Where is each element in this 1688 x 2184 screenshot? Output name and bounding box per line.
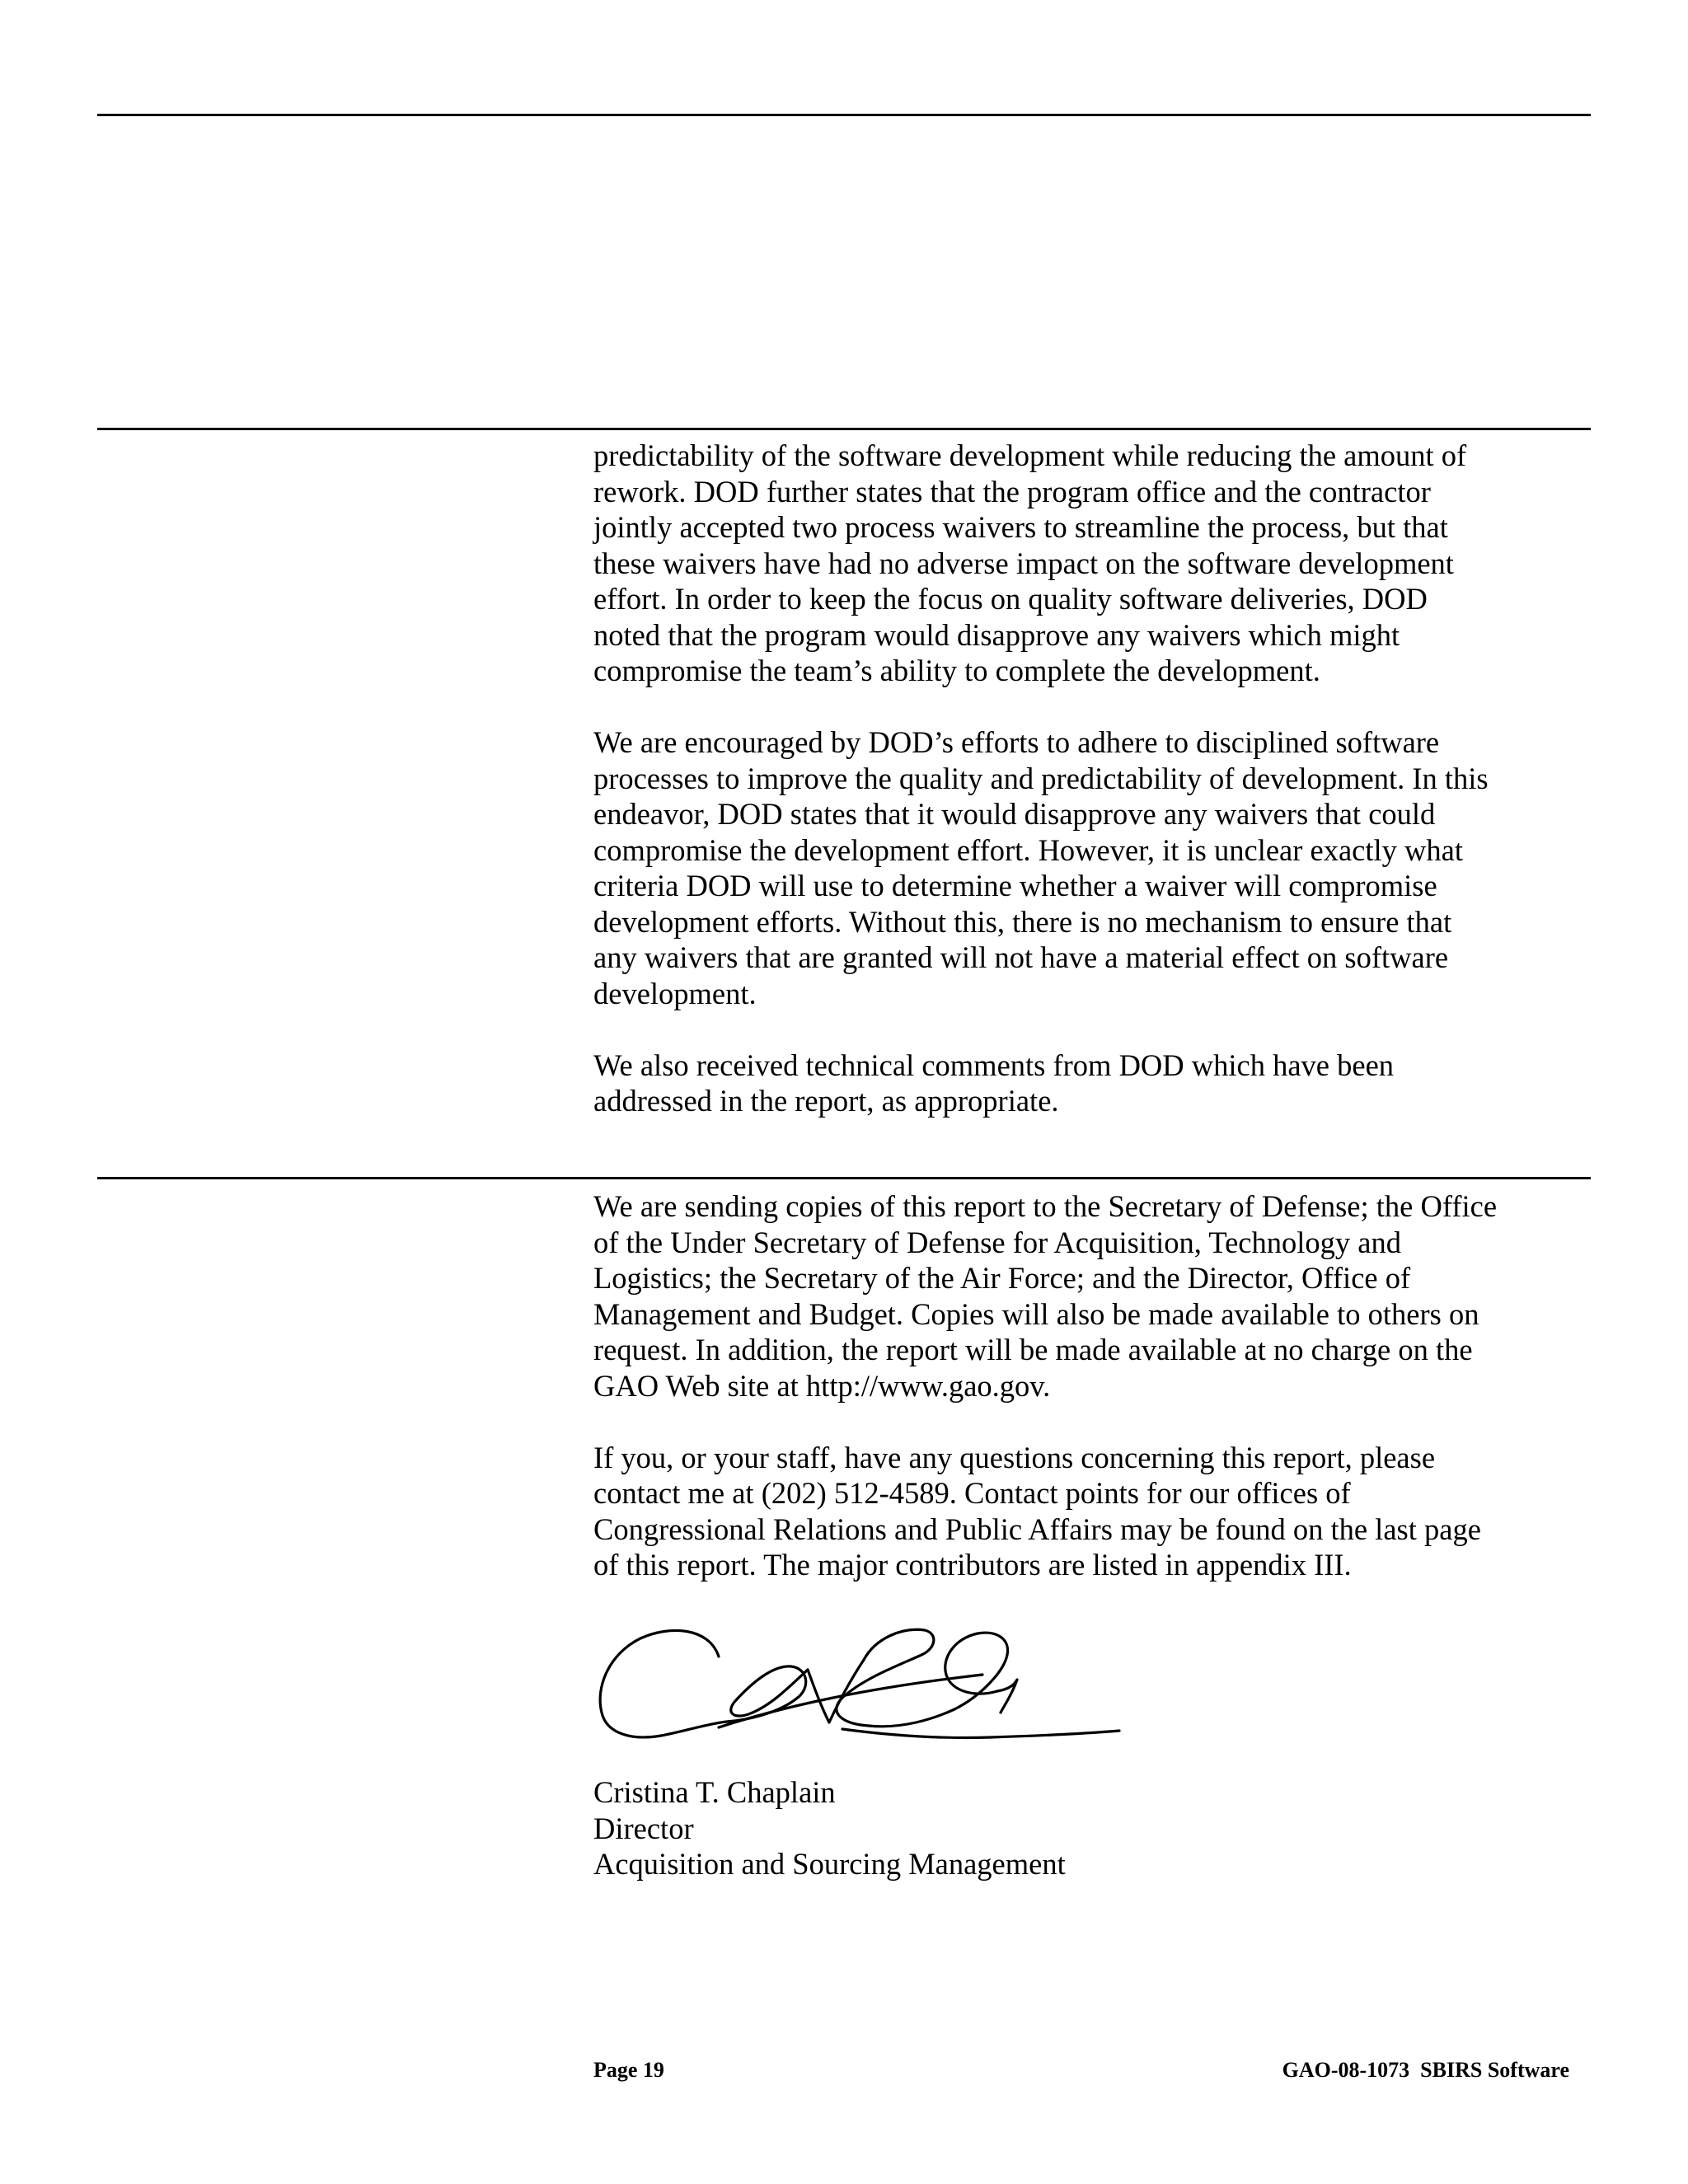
page-number: Page 19 [593,2058,664,2082]
signature-block [593,1774,1066,1882]
text-line: of this report. The major contributors are listed in appendix III. [593,1548,1352,1582]
text-line: development. [593,976,757,1010]
text-line: compromise the development effort. However, it is unclear exactly what [593,832,1463,867]
text-line: jointly accepted two process waivers to streamline the process, but that [593,510,1448,544]
text-line: noted that the program would disapprove any waivers which might [593,617,1400,652]
section-divider-rule [97,428,1591,430]
text-line: Logistics; the Secretary of the Air Force; and the Director, Office of [593,1261,1411,1295]
text-line: GAO Web site at http://www.gao.gov. [593,1368,1051,1403]
signer-title: Director [593,1811,694,1845]
handwritten-signature [595,1620,1123,1760]
text-line: rework. DOD further states that the program office and the contractor [593,474,1431,509]
signer-name: Cristina T. Chaplain [593,1775,836,1809]
text-line: processes to improve the quality and predictability of development. In this [593,761,1489,795]
text-line: these waivers have had no adverse impact on the software development [593,546,1454,580]
text-line: predictability of the software development while reducing the amount of [593,438,1467,472]
text-line: development efforts. Without this, there is no mechanism to ensure that [593,904,1452,939]
text-line: We are encouraged by DOD’s efforts to adhere to disciplined software [593,725,1440,759]
text-line: effort. In order to keep the focus on quality software deliveries, DOD [593,582,1428,616]
agency-comments-section [593,438,1595,1119]
text-line: Congressional Relations and Public Affairs may be found on the last page [593,1511,1481,1546]
text-line: endeavor, DOD states that it would disapprove any waivers that could [593,797,1436,831]
report-identifier: GAO-08-1073 SBIRS Software [1282,2058,1569,2082]
signer-office: Acquisition and Sourcing Management [593,1847,1066,1881]
paragraph [593,438,1595,689]
text-line: contact me at (202) 512-4589. Contact points for our offices of [593,1476,1351,1510]
text-line: of the Under Secretary of Defense for Acquisition, Technology and [593,1225,1401,1259]
text-line: compromise the team’s ability to complete the development. [593,654,1320,687]
section-divider-rule [97,1177,1591,1179]
closing-section [593,1188,1595,1583]
paragraph [593,1188,1595,1404]
text-line: criteria DOD will use to determine whether a waiver will compromise [593,869,1437,902]
paragraph [593,724,1595,1011]
text-line: addressed in the report, as appropriate. [593,1084,1059,1118]
text-line: any waivers that are granted will not have a material effect on software [593,940,1449,974]
text-line: We also received technical comments from DOD which have been [593,1047,1395,1082]
top-rule [97,114,1591,116]
text-line: If you, or your staff, have any questions concerning this report, please [593,1440,1436,1474]
paragraph [593,1047,1595,1119]
text-line: Management and Budget. Copies will also be made available to others on [593,1296,1479,1331]
text-line: request. In addition, the report will be made available at no charge on the [593,1333,1473,1366]
text-line: We are sending copies of this report to the Secretary of Defense; the Office [593,1189,1498,1223]
paragraph [593,1440,1595,1583]
